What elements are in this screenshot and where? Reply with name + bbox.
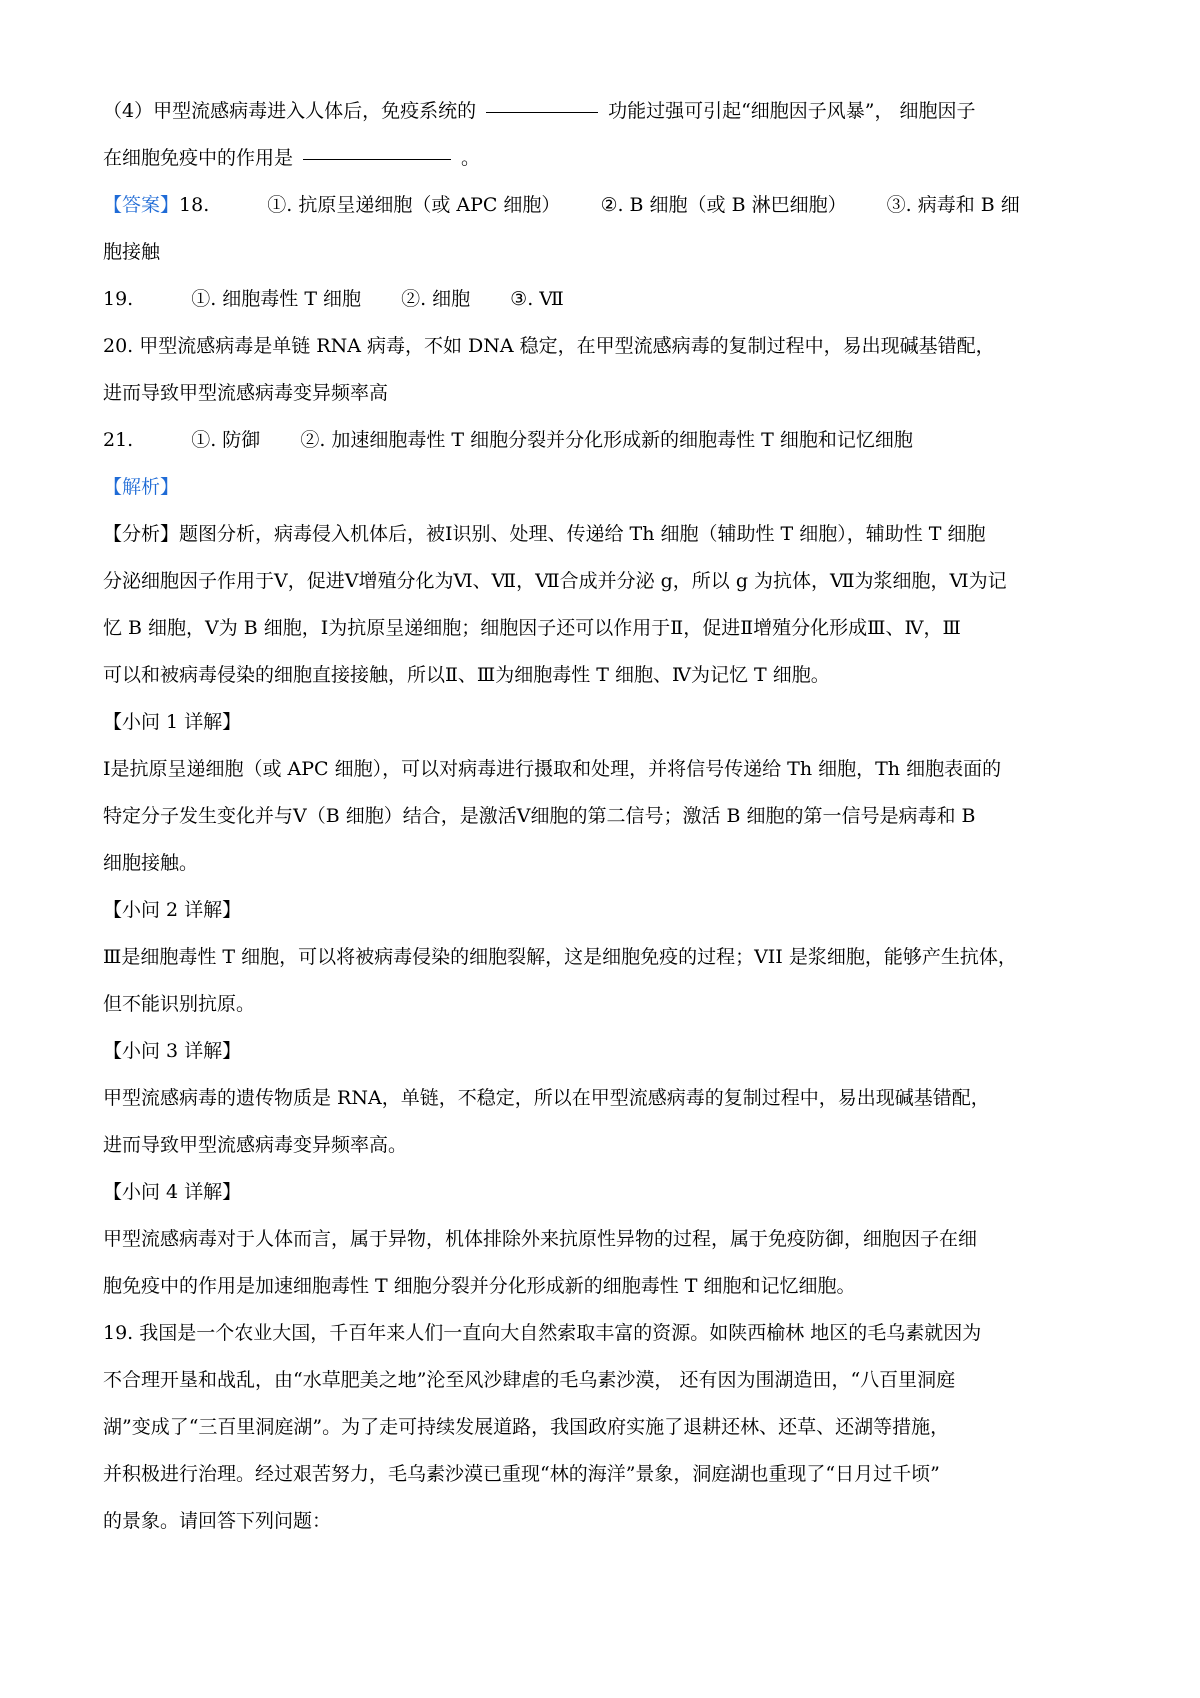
sub-question-2-line: Ⅲ是细胞毒性 T 细胞，可以将被病毒侵染的细胞裂解，这是细胞免疫的过程；VII 是浆细胞，能够产生抗体， — [103, 946, 1017, 968]
answer-21-number: 21. — [103, 429, 134, 451]
answer-21-line — [103, 417, 1103, 464]
sub-question-4-line: 甲型流感病毒对于人体而言，属于异物，机体排除外来抗原性异物的过程，属于免疫防御，细胞因子在细 — [103, 1228, 978, 1250]
answer-blank-2 — [303, 158, 451, 160]
sub-question-1-line: 细胞接触。 — [103, 852, 199, 874]
answer-18-option-2: ②. B 细胞（或 B 淋巴细胞） — [600, 194, 847, 216]
sub-question-1-title: 【小问 1 详解】 — [103, 711, 242, 733]
answer-18-line — [103, 182, 1103, 229]
sub-question-3-line: 进而导致甲型流感病毒变异频率高。 — [103, 1134, 408, 1156]
question-19-line: 湖”变成了“三百里洞庭湖”。为了走可持续发展道路，我国政府实施了退耕还林、还草、还湖等措施， — [103, 1416, 950, 1438]
sub-question-4-line: 胞免疫中的作用是加速细胞毒性 T 细胞分裂并分化形成新的细胞毒性 T 细胞和记忆细胞。 — [103, 1275, 856, 1297]
answer-blank-1 — [486, 111, 598, 113]
analysis-line: 可以和被病毒侵染的细胞直接接触，所以Ⅱ、Ⅲ为细胞毒性 T 细胞、Ⅳ为记忆 T 细胞。 — [103, 664, 830, 686]
question-19-line: 不合理开垦和战乱，由“水草肥美之地”沦至风沙肆虐的毛乌素沙漠， 还有因为围湖造田，“八百里洞庭 — [103, 1369, 956, 1391]
sub-question-1-line: Ⅰ是抗原呈递细胞（或 APC 细胞），可以对病毒进行摄取和处理，并将信号传递给 Th 细胞，Th 细胞表面的 — [103, 758, 1002, 780]
question-4-line-2 — [103, 135, 1103, 182]
answer-18-option-3: ③. 病毒和 B 细 — [886, 194, 1020, 216]
question-4-text-a: （4）甲型流感病毒进入人体后，免疫系统的 — [103, 100, 477, 122]
sub-question-1-line: 特定分子发生变化并与Ⅴ（B 细胞）结合，是激活Ⅴ细胞的第二信号；激活 B 细胞的第一信号是病毒和 B — [103, 805, 976, 827]
answer-20-line-2: 进而导致甲型流感病毒变异频率高 — [103, 382, 389, 404]
answer-19-option-1: ①. 细胞毒性 T 细胞 — [191, 288, 362, 310]
question-19-line: 的景象。请回答下列问题： — [103, 1510, 332, 1532]
answer-19-line — [103, 276, 1103, 323]
answer-21-option-1: ①. 防御 — [191, 429, 261, 451]
analysis-line: 分泌细胞因子作用于Ⅴ，促进Ⅴ增殖分化为Ⅵ、Ⅶ，Ⅶ合成并分泌 g，所以 g 为抗体，Ⅶ为浆细胞，Ⅵ为记 — [103, 570, 1007, 592]
sub-question-2-title: 【小问 2 详解】 — [103, 899, 242, 921]
sub-question-4-title: 【小问 4 详解】 — [103, 1181, 242, 1203]
answer-20-line-1: 20. 甲型流感病毒是单链 RNA 病毒，不如 DNA 稳定，在甲型流感病毒的复制过程中，易出现碱基错配， — [103, 335, 995, 357]
question-4-line-1 — [103, 88, 1103, 135]
answer-18-continuation: 胞接触 — [103, 241, 161, 263]
answer-21-option-2: ②. 加速细胞毒性 T 细胞分裂并分化形成新的细胞毒性 T 细胞和记忆细胞 — [300, 429, 913, 451]
answer-19-option-3: ③. Ⅶ — [510, 288, 564, 310]
question-19-line: 19. 我国是一个农业大国，千百年来人们一直向大自然索取丰富的资源。如陕西榆林 地区的毛乌素就因为 — [103, 1322, 982, 1344]
question-4-text-d: 。 — [461, 147, 481, 169]
sub-question-3-title: 【小问 3 详解】 — [103, 1040, 242, 1062]
analysis-line: 忆 B 细胞，Ⅴ为 B 细胞，Ⅰ为抗原呈递细胞；细胞因子还可以作用于Ⅱ，促进Ⅱ增殖分化形成Ⅲ、Ⅳ，Ⅲ — [103, 617, 961, 639]
document-page — [103, 88, 1103, 1545]
answer-18-number: 18. — [179, 194, 210, 216]
question-4-text-c: 在细胞免疫中的作用是 — [103, 147, 294, 169]
answer-18-option-1: ①. 抗原呈递细胞（或 APC 细胞） — [267, 194, 561, 216]
sub-question-2-line: 但不能识别抗原。 — [103, 993, 256, 1015]
analysis-label: 【解析】 — [103, 476, 180, 498]
answer-label: 【答案】 — [103, 194, 180, 216]
question-4-text-b: 功能过强可引起“细胞因子风暴”， 细胞因子 — [608, 100, 976, 122]
answer-19-number: 19. — [103, 288, 134, 310]
sub-question-3-line: 甲型流感病毒的遗传物质是 RNA，单链，不稳定，所以在甲型流感病毒的复制过程中，易出现碱基错配， — [103, 1087, 990, 1109]
question-19-line: 并积极进行治理。经过艰苦努力，毛乌素沙漠已重现“林的海洋”景象，洞庭湖也重现了“日月过千顷” — [103, 1463, 940, 1485]
analysis-line: 【分析】题图分析，病毒侵入机体后，被Ⅰ识别、处理、传递给 Th 细胞（辅助性 T 细胞），辅助性 T 细胞 — [103, 523, 986, 545]
answer-19-option-2: ②. 细胞 — [401, 288, 471, 310]
